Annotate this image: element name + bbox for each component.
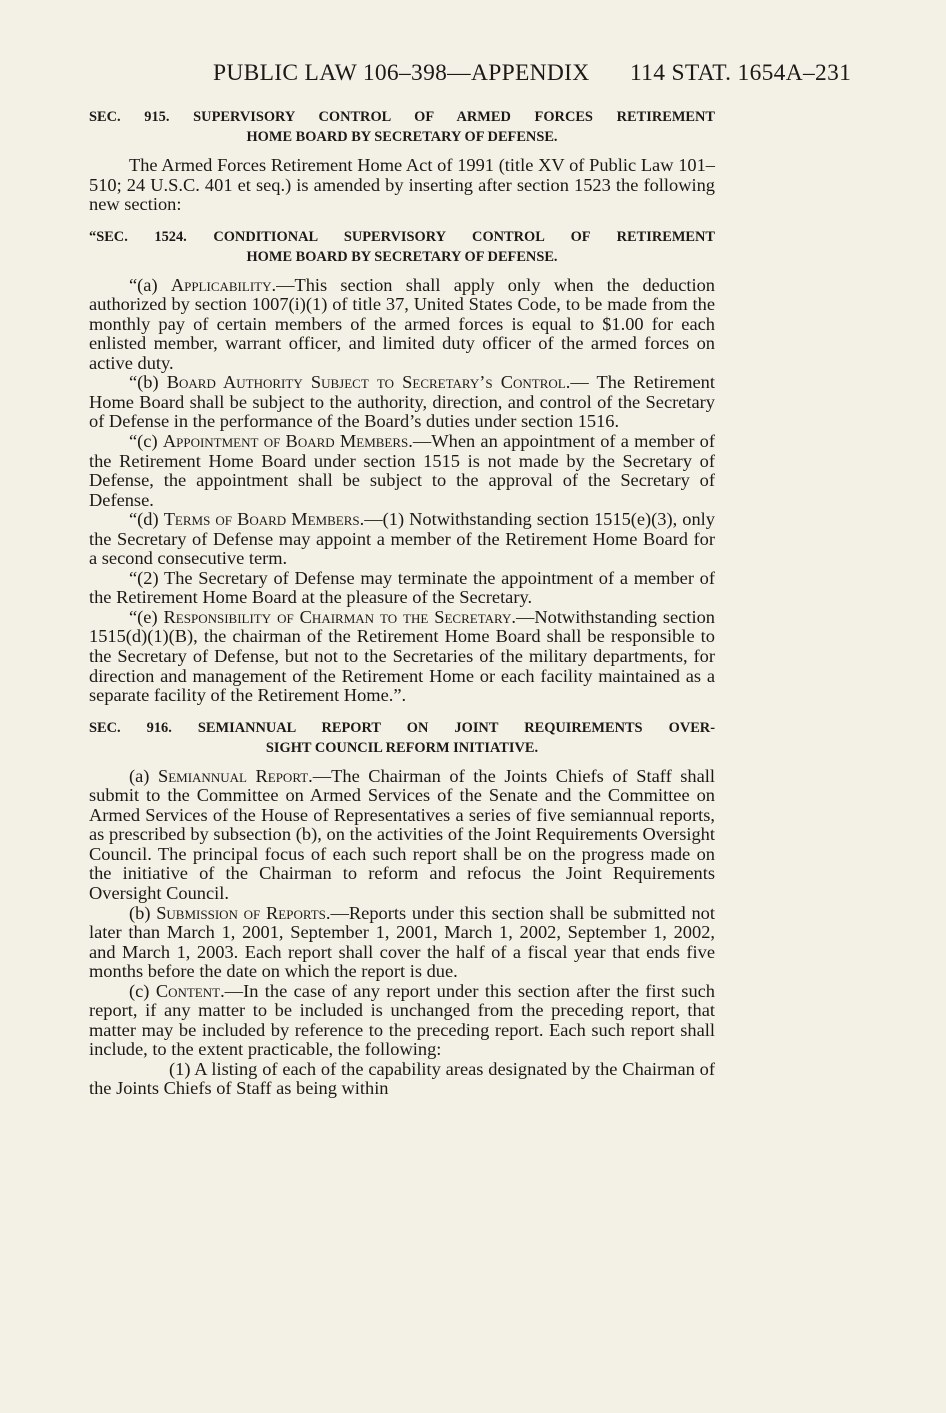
sec-916-a-caption: Semiannual Report	[157, 765, 309, 786]
sec-916-c-caption: Content	[155, 980, 221, 1001]
sec-916-b-caption: Submission of Reports	[156, 902, 326, 923]
sec-915-heading-line2: HOME BOARD BY SECRETARY OF DEFENSE.	[246, 129, 558, 145]
page-body	[89, 107, 715, 1099]
subsection-a-caption: Applicability	[170, 274, 272, 295]
sec-1524-subsection-d2: “(2) The Secretary of Defense may terminate the appointment of a member of the Retirement Home Board at the pleasure of the Secretary.	[89, 567, 715, 608]
sec-916-heading-line1: SEC. 916. SEMIANNUAL REPORT ON JOINT REQUIREMENTS OVER-	[89, 719, 715, 736]
sec-1524-heading-line2: HOME BOARD BY SECRETARY OF DEFENSE.	[246, 248, 558, 265]
subsection-b-caption: Board Authority Subject to Secretary’s Control	[166, 372, 566, 393]
subsection-e-caption: Responsibility of Chairman to the Secretary	[163, 606, 512, 627]
sec-1524-subsection-b: “(b) Board Authority Subject to Secretary’s Control.— The Retirement Home Board shall be subject to the authority, direction, and control of the Secretary of Defense in the performance of the Board’s duties under section 1516.	[89, 372, 715, 432]
sec-915-heading	[89, 107, 715, 147]
sec-1524-subsection-a: “(a) Applicability.—This section shall apply only when the deduction authorized by section 1007(i)(1) of title 37, United States Code, to be made from the monthly pay of certain members of the armed forces is equal to $1.00 for each enlisted member, warrant officer, and limited duty officer of the armed forces on active duty.	[89, 274, 715, 373]
running-head-title: PUBLIC LAW 106–398—APPENDIX	[213, 60, 590, 86]
subsection-c-caption: Appointment of Board Members	[162, 431, 409, 452]
sec-916-heading	[89, 718, 715, 758]
sec-915-intro: The Armed Forces Retirement Home Act of 1991 (title XV of Public Law 101–510; 24 U.S.C. 401 et seq.) is amended by inserting after section 1523 the following new section:	[89, 155, 715, 215]
running-head	[0, 60, 946, 90]
sec-916-subsection-b: (b) Submission of Reports.—Reports under this section shall be submitted not later than March 1, 2001, September 1, 2001, March 1, 2002, September 1, 2002, and March 1, 2003. Each report shall cover the half of a fiscal year that ends five months before the date on which the report is due.	[89, 902, 715, 982]
sec-916-subsection-c: (c) Content.—In the case of any report under this section after the first such report, if any matter to be included is unchanged from the preceding report, that matter may be included by reference to the preceding report. Each such report shall include, to the extent practicable, the following:	[89, 980, 715, 1060]
sec-916-heading-line2: SIGHT COUNCIL REFORM INITIATIVE.	[265, 739, 539, 756]
running-head-stat: 114 STAT. 1654A–231	[630, 60, 852, 86]
sec-916-paragraph-c1: (1) A listing of each of the capability areas designated by the Chairman of the Joints Chiefs of Staff as being within	[89, 1058, 715, 1099]
sec-1524-subsection-d1: “(d) Terms of Board Members.—(1) Notwithstanding section 1515(e)(3), only the Secretary of Defense may appoint a member of the Retirement Home Board for a second consecutive term.	[89, 509, 715, 569]
subsection-d-caption: Terms of Board Members	[163, 509, 360, 530]
sec-1524-subsection-c: “(c) Appointment of Board Members.—When an appointment of a member of the Retirement Home Board under section 1515 is not made by the Secretary of Defense, the appointment shall be subject to the approval of the Secretary of Defense.	[89, 431, 716, 510]
sec-915-heading-line1: SEC. 915. SUPERVISORY CONTROL OF ARMED FORCES RETIREMENT	[89, 109, 715, 125]
sec-916-subsection-a: (a) Semiannual Report.—The Chairman of the Joints Chiefs of Staff shall submit to the Committee on Armed Services of the Senate and the Committee on Armed Services of the House of Representatives a series of five semiannual reports, as prescribed by subsection (b), on the activities of the Joint Requirements Oversight Council. The principal focus of each such report shall be on the progress made on the initiative of the Chairman to reform and refocus the Joint Requirements Oversight Council.	[89, 765, 715, 903]
sec-1524-subsection-e: “(e) Responsibility of Chairman to the Secretary.—Notwithstanding section 1515(d)(1)(B), the chairman of the Retirement Home Board shall be responsible to the Secretary of Defense, but not to the Secretaries of the military departments, for direction and management of the Retirement Home or each facility maintained as a separate facility of the Retirement Home.”.	[89, 606, 715, 706]
sec-1524-heading	[89, 227, 715, 267]
sec-1524-heading-line1: “SEC. 1524. CONDITIONAL SUPERVISORY CONTROL OF RETIREMENT	[89, 228, 715, 245]
